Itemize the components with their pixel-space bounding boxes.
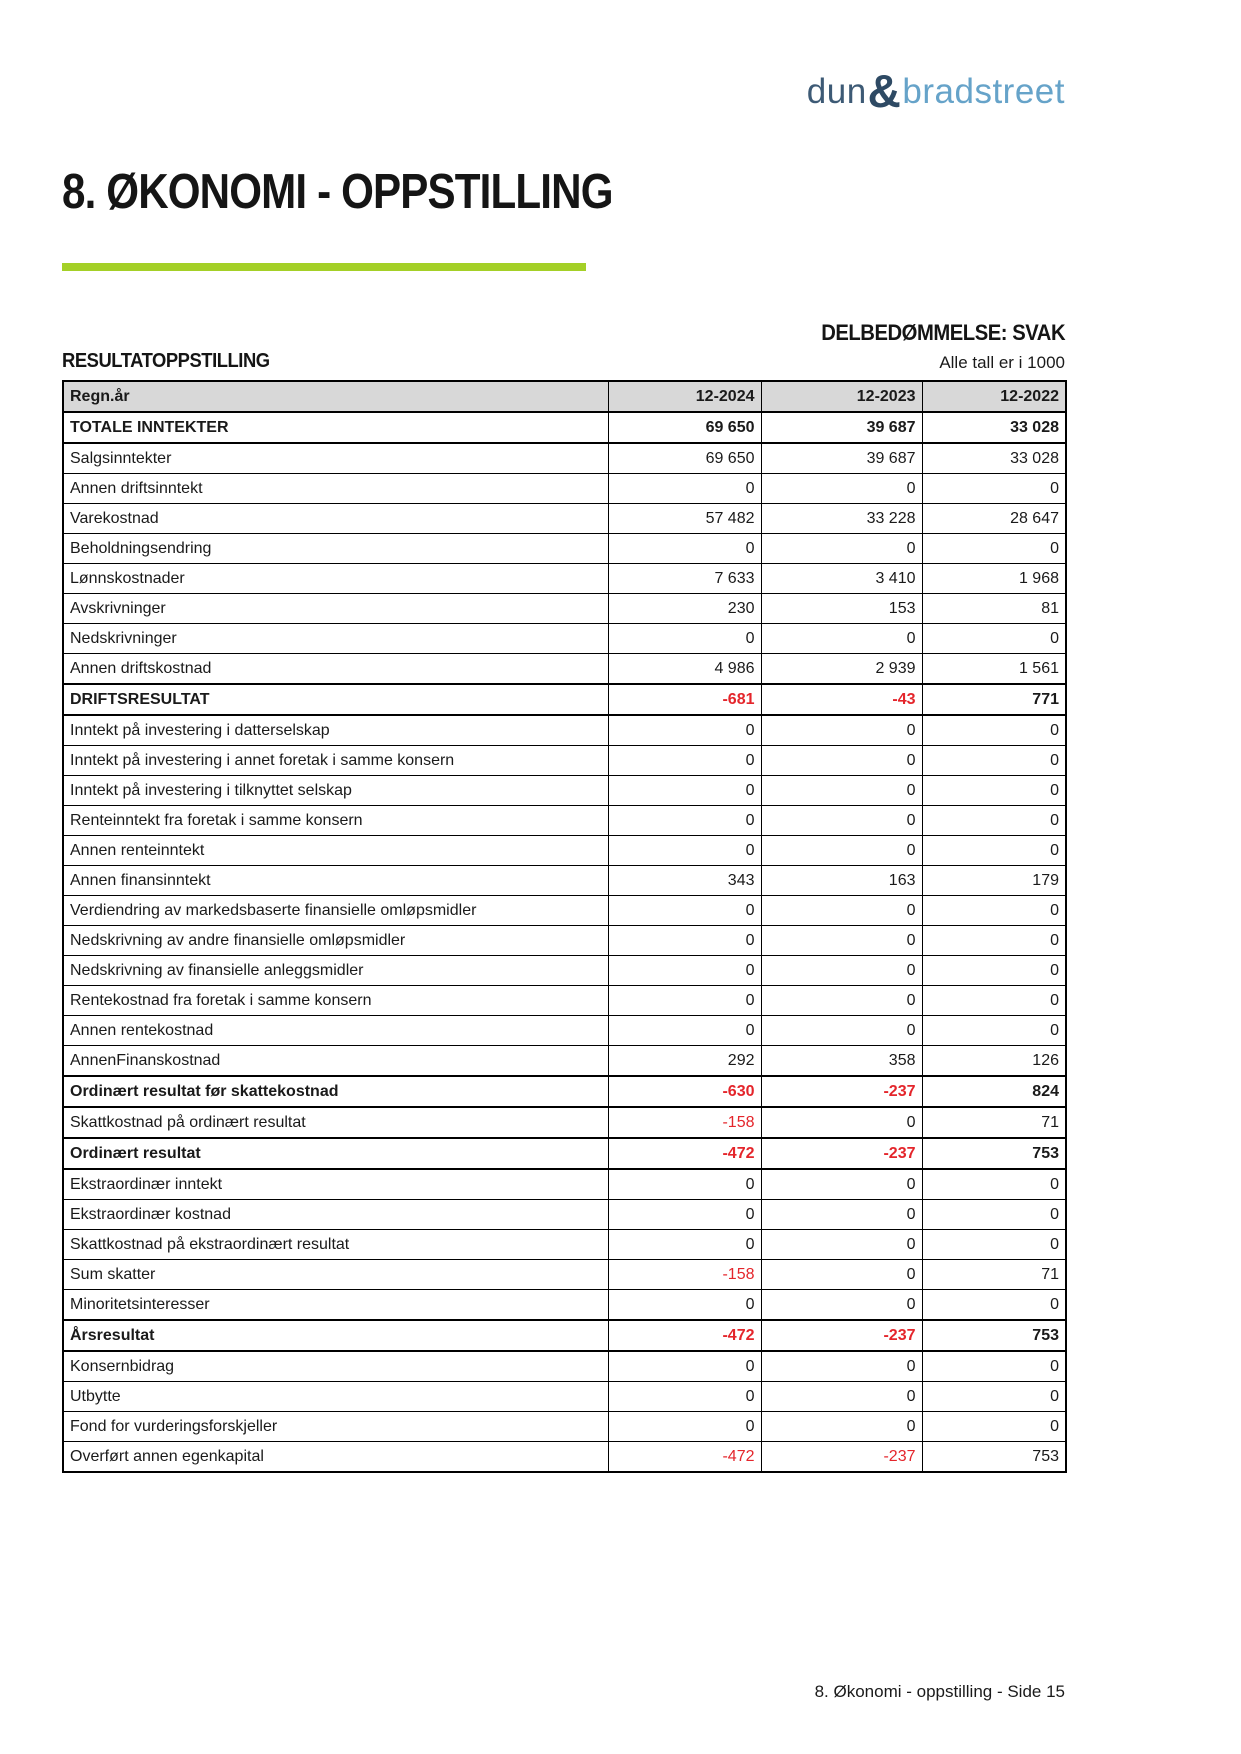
row-value: 0 — [761, 1230, 922, 1260]
row-value: 179 — [922, 866, 1066, 896]
row-value: 0 — [761, 1412, 922, 1442]
table-row — [63, 1046, 1066, 1077]
row-value: 753 — [922, 1442, 1066, 1473]
title-accent-bar — [62, 263, 586, 271]
row-value: 0 — [761, 986, 922, 1016]
table-row — [63, 1169, 1066, 1200]
table-row — [63, 534, 1066, 564]
table-body — [63, 412, 1066, 1472]
row-value: 0 — [608, 806, 761, 836]
logo-text-dun: dun — [806, 72, 867, 111]
table-row — [63, 684, 1066, 715]
table-row — [63, 866, 1066, 896]
table-row — [63, 654, 1066, 685]
table-row — [63, 443, 1066, 474]
row-value: 0 — [922, 1412, 1066, 1442]
row-label: TOTALE INNTEKTER — [63, 412, 608, 443]
table-row — [63, 806, 1066, 836]
table-row — [63, 1412, 1066, 1442]
row-value: 0 — [608, 1230, 761, 1260]
page-footer: 8. Økonomi - oppstilling - Side 15 — [814, 1682, 1065, 1701]
row-value: 0 — [922, 746, 1066, 776]
row-value: 0 — [761, 806, 922, 836]
row-label: Ekstraordinær kostnad — [63, 1200, 608, 1230]
row-value: 0 — [761, 1351, 922, 1382]
row-value: 0 — [761, 474, 922, 504]
table-row — [63, 1260, 1066, 1290]
row-value: 0 — [608, 1290, 761, 1321]
row-value: 0 — [608, 956, 761, 986]
row-value: 3 410 — [761, 564, 922, 594]
row-label: Inntekt på investering i tilknyttet selskap — [63, 776, 608, 806]
page-title: 8. ØKONOMI - OPPSTILLING — [62, 165, 613, 219]
row-value: 0 — [761, 776, 922, 806]
row-value: 57 482 — [608, 504, 761, 534]
table-row — [63, 746, 1066, 776]
row-label: DRIFTSRESULTAT — [63, 684, 608, 715]
row-value: 126 — [922, 1046, 1066, 1077]
row-value: 0 — [761, 534, 922, 564]
row-label: Inntekt på investering i datterselskap — [63, 715, 608, 746]
row-value: 771 — [922, 684, 1066, 715]
table-row — [63, 1320, 1066, 1351]
row-value: 0 — [922, 836, 1066, 866]
row-value: 0 — [922, 1351, 1066, 1382]
row-value: 0 — [922, 474, 1066, 504]
table-row — [63, 1138, 1066, 1169]
row-value: 0 — [608, 474, 761, 504]
row-value: 2 939 — [761, 654, 922, 685]
row-value: 230 — [608, 594, 761, 624]
row-value: 0 — [608, 1169, 761, 1200]
row-value: 7 633 — [608, 564, 761, 594]
row-value: 0 — [922, 986, 1066, 1016]
row-value: 0 — [608, 896, 761, 926]
row-value: 0 — [922, 624, 1066, 654]
assessment-label: DELBEDØMMELSE: SVAK — [821, 320, 1065, 345]
row-value: 0 — [608, 746, 761, 776]
row-value: 0 — [922, 1016, 1066, 1046]
row-value: 0 — [608, 1200, 761, 1230]
row-label: Fond for vurderingsforskjeller — [63, 1412, 608, 1442]
row-label: Minoritetsinteresser — [63, 1290, 608, 1321]
row-value: 0 — [922, 806, 1066, 836]
row-value: 0 — [761, 926, 922, 956]
row-value: 0 — [922, 715, 1066, 746]
row-value: -158 — [608, 1107, 761, 1138]
row-value: -681 — [608, 684, 761, 715]
row-label: Renteinntekt fra foretak i samme konsern — [63, 806, 608, 836]
row-value: -237 — [761, 1442, 922, 1473]
row-value: 0 — [922, 1290, 1066, 1321]
row-value: 0 — [761, 1290, 922, 1321]
row-label: Utbytte — [63, 1382, 608, 1412]
row-label: Avskrivninger — [63, 594, 608, 624]
table-row — [63, 926, 1066, 956]
row-label: Lønnskostnader — [63, 564, 608, 594]
row-value: 33 028 — [922, 443, 1066, 474]
table-row — [63, 1076, 1066, 1107]
row-label: Ordinært resultat før skattekostnad — [63, 1076, 608, 1107]
row-label: Ordinært resultat — [63, 1138, 608, 1169]
row-value: 0 — [761, 1200, 922, 1230]
row-label: Annen rentekostnad — [63, 1016, 608, 1046]
row-label: Skattkostnad på ekstraordinært resultat — [63, 1230, 608, 1260]
table-row — [63, 1016, 1066, 1046]
column-header-period: 12-2022 — [922, 381, 1066, 412]
row-value: -472 — [608, 1320, 761, 1351]
row-value: 4 986 — [608, 654, 761, 685]
row-label: Nedskrivning av finansielle anleggsmidler — [63, 956, 608, 986]
row-value: -472 — [608, 1138, 761, 1169]
row-value: 824 — [922, 1076, 1066, 1107]
row-value: -237 — [761, 1138, 922, 1169]
row-label: AnnenFinanskostnad — [63, 1046, 608, 1077]
row-value: 0 — [761, 956, 922, 986]
row-value: 0 — [922, 1230, 1066, 1260]
table-row — [63, 956, 1066, 986]
row-label: Annen finansinntekt — [63, 866, 608, 896]
table-row — [63, 1200, 1066, 1230]
row-value: 69 650 — [608, 443, 761, 474]
table-row — [63, 836, 1066, 866]
row-value: 0 — [922, 956, 1066, 986]
row-label: Salgsinntekter — [63, 443, 608, 474]
table-row — [63, 624, 1066, 654]
table-row — [63, 1290, 1066, 1321]
row-value: 1 968 — [922, 564, 1066, 594]
row-value: -158 — [608, 1260, 761, 1290]
row-value: 33 028 — [922, 412, 1066, 443]
table-row — [63, 474, 1066, 504]
row-value: 0 — [761, 896, 922, 926]
row-value: 71 — [922, 1260, 1066, 1290]
row-value: 0 — [761, 1260, 922, 1290]
row-label: Skattkostnad på ordinært resultat — [63, 1107, 608, 1138]
table-row — [63, 896, 1066, 926]
row-label: Varekostnad — [63, 504, 608, 534]
row-value: 0 — [922, 1200, 1066, 1230]
row-value: 0 — [608, 534, 761, 564]
row-label: Verdiendring av markedsbaserte finansielle omløpsmidler — [63, 896, 608, 926]
row-value: 0 — [922, 534, 1066, 564]
table-row — [63, 715, 1066, 746]
table-row — [63, 564, 1066, 594]
row-label: Ekstraordinær inntekt — [63, 1169, 608, 1200]
row-value: 0 — [608, 836, 761, 866]
row-label: Annen driftsinntekt — [63, 474, 608, 504]
row-value: 0 — [922, 896, 1066, 926]
column-header-label: Regn.år — [63, 381, 608, 412]
row-value: 0 — [922, 926, 1066, 956]
row-value: 33 228 — [761, 504, 922, 534]
row-label: Årsresultat — [63, 1320, 608, 1351]
table-caption: RESULTATOPPSTILLING — [62, 350, 270, 372]
row-value: 0 — [608, 986, 761, 1016]
row-value: 358 — [761, 1046, 922, 1077]
row-value: 153 — [761, 594, 922, 624]
row-value: 0 — [608, 1351, 761, 1382]
row-value: 0 — [608, 1016, 761, 1046]
row-value: 0 — [761, 1016, 922, 1046]
row-value: 0 — [608, 926, 761, 956]
row-value: 0 — [608, 776, 761, 806]
table-row — [63, 776, 1066, 806]
table-row — [63, 1442, 1066, 1473]
row-value: 39 687 — [761, 412, 922, 443]
dun-bradstreet-logo — [806, 65, 1065, 117]
row-value: 0 — [608, 715, 761, 746]
row-value: 0 — [608, 1382, 761, 1412]
table-row — [63, 986, 1066, 1016]
row-label: Konsernbidrag — [63, 1351, 608, 1382]
row-label: Rentekostnad fra foretak i samme konsern — [63, 986, 608, 1016]
logo-ampersand-icon: & — [867, 65, 902, 117]
row-value: 81 — [922, 594, 1066, 624]
row-value: -237 — [761, 1076, 922, 1107]
row-value: 0 — [761, 746, 922, 776]
column-header-period: 12-2024 — [608, 381, 761, 412]
row-value: 28 647 — [922, 504, 1066, 534]
row-value: 0 — [922, 1169, 1066, 1200]
row-label: Beholdningsendring — [63, 534, 608, 564]
row-value: 71 — [922, 1107, 1066, 1138]
row-label: Inntekt på investering i annet foretak i samme konsern — [63, 746, 608, 776]
row-value: 0 — [761, 1107, 922, 1138]
row-value: 0 — [761, 1382, 922, 1412]
row-value: 0 — [761, 836, 922, 866]
table-row — [63, 1382, 1066, 1412]
row-value: -237 — [761, 1320, 922, 1351]
row-value: -43 — [761, 684, 922, 715]
column-header-period: 12-2023 — [761, 381, 922, 412]
row-value: 292 — [608, 1046, 761, 1077]
row-value: 1 561 — [922, 654, 1066, 685]
row-value: 0 — [608, 624, 761, 654]
table-row — [63, 1230, 1066, 1260]
row-value: 343 — [608, 866, 761, 896]
table-row — [63, 1107, 1066, 1138]
row-value: 0 — [922, 776, 1066, 806]
income-statement-table — [62, 380, 1067, 1473]
logo-text-bradstreet: bradstreet — [902, 72, 1065, 111]
table-row — [63, 412, 1066, 443]
row-label: Annen driftskostnad — [63, 654, 608, 685]
row-value: 69 650 — [608, 412, 761, 443]
row-label: Sum skatter — [63, 1260, 608, 1290]
row-value: 0 — [761, 715, 922, 746]
row-value: 0 — [761, 1169, 922, 1200]
table-row — [63, 1351, 1066, 1382]
row-value: 0 — [922, 1382, 1066, 1412]
row-label: Nedskrivninger — [63, 624, 608, 654]
table-header-row — [63, 381, 1066, 412]
row-value: -472 — [608, 1442, 761, 1473]
row-value: 753 — [922, 1320, 1066, 1351]
row-value: 39 687 — [761, 443, 922, 474]
income-statement-table-wrap — [62, 380, 1065, 1473]
row-label: Annen renteinntekt — [63, 836, 608, 866]
table-row — [63, 504, 1066, 534]
row-label: Overført annen egenkapital — [63, 1442, 608, 1473]
table-row — [63, 594, 1066, 624]
row-value: 0 — [761, 624, 922, 654]
row-value: -630 — [608, 1076, 761, 1107]
units-note: Alle tall er i 1000 — [939, 353, 1065, 372]
row-value: 163 — [761, 866, 922, 896]
row-label: Nedskrivning av andre finansielle omløpsmidler — [63, 926, 608, 956]
row-value: 0 — [608, 1412, 761, 1442]
row-value: 753 — [922, 1138, 1066, 1169]
